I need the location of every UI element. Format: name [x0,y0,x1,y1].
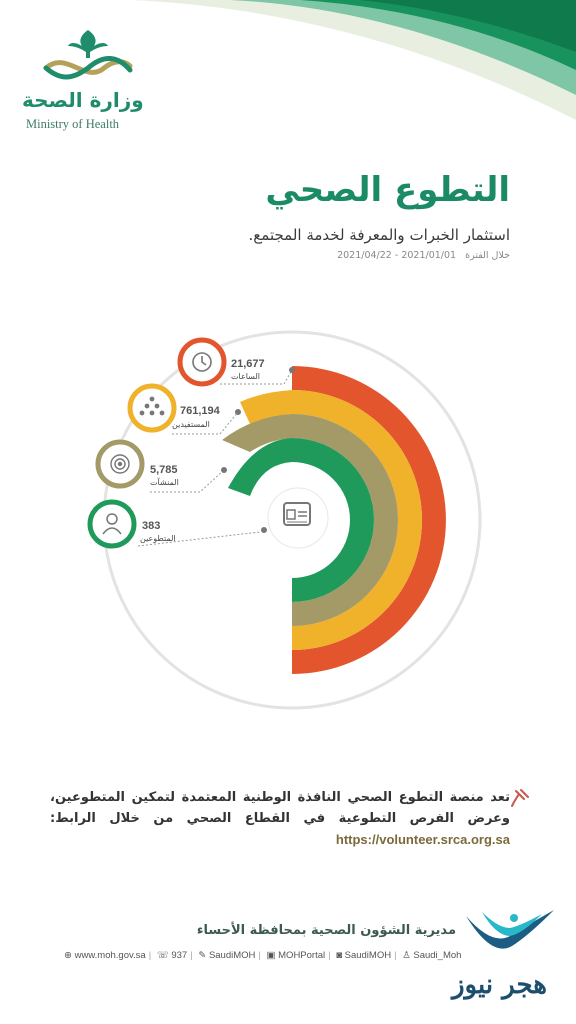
period-label: خلال الفترة [465,250,510,261]
period-value: 2021/01/01 - 2021/04/22 [337,250,457,261]
stat-label-facilities: المنشآت [150,478,179,487]
stat-value-volunteers: 383 [142,520,161,532]
watermark-bird-icon [462,906,558,966]
stat-label-beneficiaries: المستفيدين [172,420,210,429]
watermark-text: هجر نيوز [452,970,547,1000]
stat-value-hours: 21,677 [231,358,265,370]
footer-links: ⊕ www.moh.gov.sa | ☏ 937 | ✎ SaudiMOH | ▣ MOHPortal | ◙ SaudiMOH | ♙ Saudi_Moh [64,950,462,961]
stat-value-facilities: 5,785 [150,464,178,476]
phone-icon: ☏ [156,950,169,961]
stat-value-beneficiaries: 761,194 [180,405,220,417]
stat-label-volunteers: المتطوعين [140,534,176,543]
footer-link-snapchat[interactable]: Saudi_Moh [413,950,462,961]
pin-icon [510,788,530,808]
instagram-icon: ◙ [336,950,342,961]
footer-link-twitter[interactable]: SaudiMOH [208,950,256,961]
footer-link-youtube[interactable]: MOHPortal [278,950,326,961]
infographic-graphic [0,300,576,720]
page-subtitle: استثمار الخبرات والمعرفة لخدمة المجتمع. [248,226,510,244]
logo-arabic-text: وزارة الصحة [22,88,144,112]
stat-label-hours: الساعات [231,372,260,381]
footer-link-phone[interactable]: 937 [171,950,188,961]
youtube-icon: ▣ [266,950,276,961]
description-text: تعد منصة التطوع الصحي النافذة الوطنية المعتمدة لتمكين المتطوعين، وعرض الفرص التطوعية في القطاع الصحي من خلال الرابط: [50,790,510,826]
snapchat-icon: ♙ [402,950,411,961]
volunteer-link[interactable]: https://volunteer.srca.org.sa [335,832,510,847]
footer-link-instagram[interactable]: SaudiMOH [344,950,392,961]
moh-logo-icon [42,24,134,86]
stat-circle-beneficiaries [130,386,174,430]
logo-english-text: Ministry of Health [26,117,120,131]
globe-icon: ⊕ [64,950,72,961]
twitter-icon: ✎ [198,950,207,961]
page-title: التطوع الصحي [265,170,510,210]
description-block [50,787,510,851]
period-text [331,250,510,261]
footer-link-website[interactable]: www.moh.gov.sa [74,950,146,961]
footer-title: مديرية الشؤون الصحية بمحافظة الأحساء [196,923,456,938]
center-circle [268,488,328,548]
